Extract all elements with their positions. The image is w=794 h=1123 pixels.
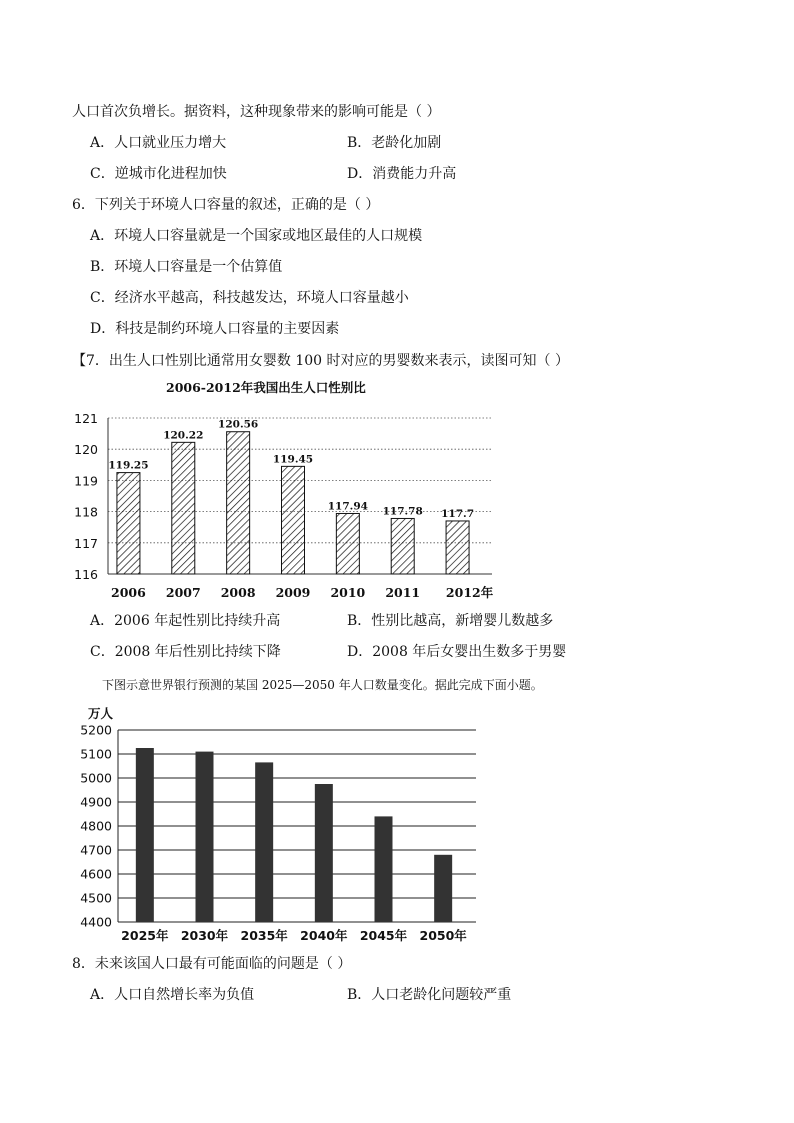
q7-option-b[interactable]: B．性别比越高，新增婴儿数越多	[347, 613, 554, 629]
chart2-bar	[255, 762, 273, 922]
q7-option-d[interactable]: D．2008 年后女婴出生数多于男婴	[347, 644, 567, 660]
chart1-ytick-label: 119	[74, 473, 98, 489]
chart1-bar	[391, 518, 414, 574]
chart1-ytick-label: 117	[74, 535, 98, 551]
sex-ratio-chart	[70, 408, 510, 604]
chart1-bar	[282, 466, 305, 574]
chart2-ytick-label: 4700	[80, 842, 112, 858]
chart2-ytick-label: 5100	[80, 746, 112, 762]
chart2-ytick-label: 4400	[80, 914, 112, 930]
chart1-category-label: 2009	[275, 585, 311, 600]
q8-option-b[interactable]: B．人口老龄化问题较严重	[347, 987, 512, 1003]
chart2-bar	[434, 855, 452, 922]
chart1-ytick-label: 121	[74, 411, 98, 426]
chart1-bar	[336, 513, 359, 574]
q5-option-c[interactable]: C．逆城市化进程加快	[90, 166, 227, 182]
chart2-bar	[136, 748, 154, 922]
q6-option-a[interactable]: A．环境人口容量就是一个国家或地区最佳的人口规模	[90, 228, 423, 244]
chart2-category-label: 2025年	[121, 928, 169, 943]
q5-option-d[interactable]: D．消费能力升高	[347, 166, 457, 182]
q6-option-d[interactable]: D．科技是制约环境人口容量的主要因素	[90, 321, 340, 337]
chart1-category-label: 2012年	[445, 585, 494, 600]
chart1-ytick-label: 118	[74, 504, 98, 520]
chart1-value-label: 117.78	[382, 505, 423, 518]
chart1-value-label: 117.7	[441, 507, 475, 520]
q6-option-b[interactable]: B．环境人口容量是一个估算值	[90, 259, 283, 275]
chart1-title: 2006-2012年我国出生人口性别比	[166, 380, 366, 395]
chart1-category-label: 2008	[220, 585, 256, 600]
chart2-bar	[375, 816, 393, 922]
q6-stem: 6．下列关于环境人口容量的叙述，正确的是（ ）	[72, 197, 380, 213]
chart2-category-label: 2030年	[180, 928, 229, 943]
q5-stem: 人口首次负增长。据资料，这种现象带来的影响可能是（ ）	[72, 104, 441, 120]
chart1-value-label: 117.94	[327, 500, 368, 513]
q6-option-c[interactable]: C．经济水平越高，科技越发达，环境人口容量越小	[90, 290, 409, 306]
chart1-category-label: 2007	[165, 585, 201, 600]
chart2-ytick-label: 4600	[80, 866, 112, 882]
chart2-bar	[315, 784, 333, 922]
q5-option-b[interactable]: B．老龄化加剧	[347, 135, 442, 151]
chart1-value-label: 120.56	[218, 418, 259, 431]
q8-intro: 下图示意世界银行预测的某国 2025—2050 年人口数量变化。据此完成下面小题。	[102, 678, 543, 692]
chart2-ytick-label: 5200	[80, 722, 112, 738]
chart2-category-label: 2045年	[359, 928, 408, 943]
q7-stem: 【7．出生人口性别比通常用女婴数 100 时对应的男婴数来表示，读图可知（ ）	[72, 353, 569, 369]
chart1-bar	[446, 521, 469, 574]
chart2-bar	[196, 752, 214, 922]
chart1-category-label: 2006	[111, 585, 146, 600]
chart2-ytick-label: 4500	[80, 890, 112, 906]
chart1-value-label: 119.45	[272, 453, 314, 466]
q7-option-c[interactable]: C．2008 年后性别比持续下降	[90, 644, 281, 660]
q7-option-a[interactable]: A．2006 年起性别比持续升高	[90, 613, 281, 629]
q8-option-a[interactable]: A．人口自然增长率为负值	[90, 987, 255, 1003]
chart2-ytick-label: 4800	[80, 818, 112, 834]
chart1-bar	[117, 473, 140, 574]
chart1-category-label: 2011	[385, 585, 421, 600]
chart1-value-label: 120.22	[163, 429, 204, 442]
chart1-ytick-label: 116	[74, 567, 98, 582]
chart1-bar	[227, 432, 250, 574]
chart1-category-label: 2010	[330, 585, 366, 600]
chart1-bar	[172, 442, 195, 574]
chart2-ytick-label: 4900	[80, 794, 112, 810]
chart1-value-label: 119.25	[108, 459, 149, 472]
chart2-category-label: 2050年	[419, 928, 467, 943]
chart2-category-label: 2040年	[300, 928, 348, 943]
population-forecast-chart	[70, 702, 490, 946]
chart2-y-unit: 万人	[88, 706, 114, 721]
chart1-ytick-label: 120	[74, 442, 98, 458]
chart2-category-label: 2035年	[240, 928, 288, 943]
chart2-ytick-label: 5000	[80, 770, 112, 786]
q5-option-a[interactable]: A．人口就业压力增大	[90, 135, 227, 151]
q8-stem: 8．未来该国人口最有可能面临的问题是（ ）	[72, 956, 352, 972]
